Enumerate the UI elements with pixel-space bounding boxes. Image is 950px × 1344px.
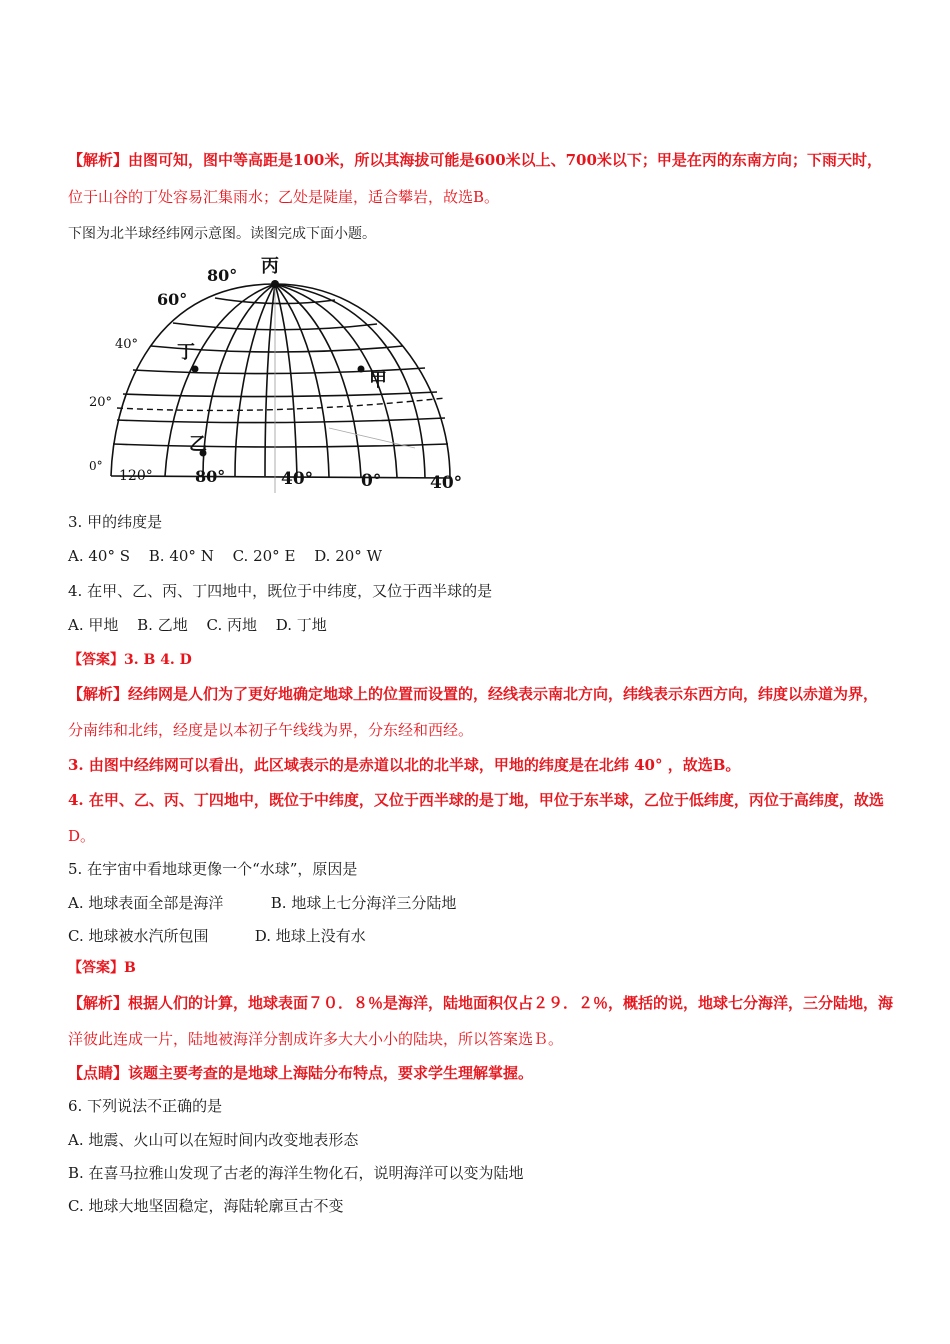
label-yi: 乙 xyxy=(189,434,207,455)
q4-option-d[interactable]: D. 丁地 xyxy=(275,616,327,634)
analysis34-line3: 3. 由图中经纬网可以看出，此区域表示的是赤道以北的北半球，甲地的纬度是在北纬 40° ，故选B。 xyxy=(68,756,741,774)
analysis1-line2: 位于山谷的丁处容易汇集雨水；乙处是陡崖，适合攀岩，故选B。 xyxy=(68,188,500,206)
q5-options-row1 xyxy=(68,893,888,913)
label-lon40e: 40° xyxy=(430,473,463,493)
answer-3-4: 【答案】3. B 4. D xyxy=(68,652,192,668)
label-lat0: 0° xyxy=(89,459,103,473)
point-ding xyxy=(192,366,199,373)
point-jia xyxy=(358,366,365,373)
analysis34-line1: 【解析】经纬网是人们为了更好地确定地球上的位置而设置的，经线表示南北方向，纬线表示东西方向，纬度以赤道为界， xyxy=(68,685,879,703)
q3-option-d[interactable]: D. 20° W xyxy=(314,547,382,565)
answer-5: 【答案】B xyxy=(68,960,136,976)
q4-option-a[interactable]: A. 甲地 xyxy=(68,616,119,634)
label-lon120: 120° xyxy=(119,468,153,484)
q5-option-c[interactable]: C. 地球被水汽所包围 xyxy=(68,927,209,945)
meridian-g xyxy=(275,284,361,477)
q5-option-d[interactable]: D. 地球上没有水 xyxy=(254,927,366,945)
analysis1-line1: 【解析】由图可知，图中等高距是100米，所以其海拔可能是600米以上、700米以下；甲是在丙的东南方向；下雨天时， xyxy=(68,151,882,169)
label-lon40: 40° xyxy=(281,469,314,489)
q3-stem: 3. 甲的纬度是 xyxy=(68,513,163,531)
faint-line xyxy=(329,428,415,448)
analysis34-line4: 4. 在甲、乙、丙、丁四地中，既位于中纬度，又位于西半球的是丁地，甲位于东半球，乙位于低纬度，丙位于高纬度，故选 xyxy=(68,791,884,809)
q3-option-b[interactable]: B. 40° N xyxy=(148,547,214,565)
q3-option-a[interactable]: A. 40° S xyxy=(68,547,130,565)
meridian-i xyxy=(275,284,425,478)
graticule-figure xyxy=(85,248,475,498)
q4-options xyxy=(68,615,888,635)
q4-stem: 4. 在甲、乙、丙、丁四地中，既位于中纬度，又位于西半球的是 xyxy=(68,582,493,600)
point-bing xyxy=(271,280,279,288)
label-ding: 丁 xyxy=(177,342,195,363)
q4-option-c[interactable]: C. 丙地 xyxy=(206,616,257,634)
label-lat40: 40° xyxy=(115,337,139,352)
q5-option-b[interactable]: B. 地球上七分海洋三分陆地 xyxy=(270,894,457,912)
parallel-10 xyxy=(113,444,448,447)
label-lat80: 80° xyxy=(207,266,238,285)
parallel-30 xyxy=(123,392,437,397)
q5-stem: 5. 在宇宙中看地球更像一个“水球”，原因是 xyxy=(68,860,358,878)
q6-stem: 6. 下列说法不正确的是 xyxy=(68,1097,223,1115)
intro-text: 下图为北半球经纬网示意图。读图完成下面小题。 xyxy=(68,226,376,242)
q5-option-a[interactable]: A. 地球表面全部是海洋 xyxy=(68,894,224,912)
label-lon80: 80° xyxy=(195,467,226,486)
analysis34-line5: D。 xyxy=(68,827,96,845)
meridian-f xyxy=(275,284,329,477)
analysis5-line1: 【解析】根据人们的计算，地球表面７０．８％是海洋，陆地面积仅占２９．２％，概括的说，地球七分海洋，三分陆地，海 xyxy=(68,994,894,1012)
q5-options-row2 xyxy=(68,926,888,946)
q4-option-b[interactable]: B. 乙地 xyxy=(137,616,188,634)
q6-option-c[interactable]: C. 地球大地坚固稳定，海陆轮廓亘古不变 xyxy=(68,1197,344,1215)
q3-options xyxy=(68,546,888,566)
q6-option-a[interactable]: A. 地震、火山可以在短时间内改变地表形态 xyxy=(68,1131,359,1149)
dashed-parallel xyxy=(117,398,445,410)
comment-5: 【点睛】该题主要考查的是地球上海陆分布特点，要求学生理解掌握。 xyxy=(68,1064,534,1082)
q3-option-c[interactable]: C. 20° E xyxy=(232,547,296,565)
label-lat60: 60° xyxy=(157,290,188,309)
label-lat20: 20° xyxy=(89,395,113,410)
label-bing: 丙 xyxy=(261,256,279,277)
analysis5-line2: 洋彼此连成一片，陆地被海洋分割成许多大大小小的陆块，所以答案选Ｂ。 xyxy=(68,1030,564,1048)
label-lon0: 0° xyxy=(361,471,382,491)
parallel-20a xyxy=(117,418,445,423)
q6-option-b[interactable]: B. 在喜马拉雅山发现了古老的海洋生物化石，说明海洋可以变为陆地 xyxy=(68,1164,524,1182)
label-jia: 甲 xyxy=(369,370,387,391)
analysis34-line2: 分南纬和北纬，经度是以本初子午线线为界，分东经和西经。 xyxy=(68,721,474,739)
